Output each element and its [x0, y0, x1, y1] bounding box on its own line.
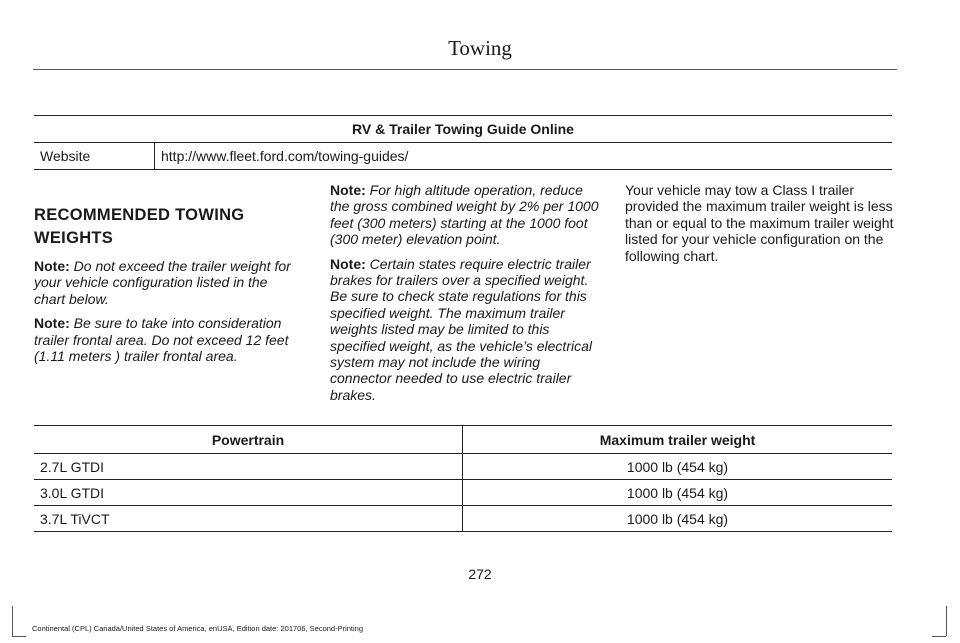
- powertrain-cell: 3.7L TiVCT: [34, 506, 463, 532]
- note-text: Certain states require electric trailer brakes for trailers over a specified weight. Be sure to check state regulations for this specified weight. The maximum trailer weights listed may be limited to this specified weight, as the vehicle’s electrical system may not include the wiring connector needed to use electric trailer brakes.: [330, 255, 592, 403]
- powertrain-cell: 3.0L GTDI: [34, 480, 463, 506]
- note-paragraph: [330, 256, 602, 404]
- towing-guide-table: [34, 115, 892, 170]
- max-weight-header: Maximum trailer weight: [463, 426, 893, 454]
- weight-cell: 1000 lb (454 kg): [463, 454, 893, 480]
- table-row: [34, 506, 892, 532]
- table-row: [34, 143, 892, 170]
- notes-middle-column: [330, 182, 602, 411]
- note-paragraph: [34, 315, 302, 364]
- crop-mark: [932, 636, 946, 637]
- header-divider: [33, 69, 897, 70]
- crop-mark: [12, 606, 13, 636]
- page-header-title: Towing: [448, 36, 512, 60]
- note-label: Note:: [330, 255, 366, 272]
- page-number: 272: [468, 566, 492, 582]
- note-text: For high altitude operation, reduce the gross combined weight by 2% per 1000 feet (300 meters) starting at the 1000 foot (300 meter) elevation point.: [330, 182, 599, 248]
- body-right-column: [625, 182, 895, 272]
- website-label: Website: [34, 143, 155, 170]
- table-row: [34, 454, 892, 480]
- body-paragraph: Your vehicle may tow a Class I trailer provided the maximum trailer weight is less than or equal to the maximum trailer weight listed for your vehicle configuration on the following chart.: [625, 182, 894, 264]
- note-label: Note:: [330, 182, 366, 198]
- note-label: Note:: [34, 315, 70, 332]
- weight-cell: 1000 lb (454 kg): [463, 506, 893, 532]
- note-paragraph: [34, 258, 302, 307]
- crop-mark: [946, 606, 947, 636]
- edition-footer: Continental (CPL) Canada/United States of America, enUSA, Edition date: 201706, Second-Printing: [32, 624, 364, 633]
- trailer-weight-table: [34, 425, 892, 532]
- weight-cell: 1000 lb (454 kg): [463, 480, 893, 506]
- table-row: [34, 480, 892, 506]
- powertrain-header: Powertrain: [34, 426, 463, 454]
- towing-guide-caption: RV & Trailer Towing Guide Online: [34, 116, 892, 143]
- note-label: Note:: [34, 258, 70, 274]
- section-heading: RECOMMENDED TOWING WEIGHTS: [34, 206, 245, 247]
- powertrain-cell: 2.7L GTDI: [34, 454, 463, 480]
- crop-mark: [12, 636, 26, 637]
- note-text: Do not exceed the trailer weight for your vehicle configuration listed in the chart below.: [34, 258, 291, 307]
- note-paragraph: [330, 182, 602, 248]
- website-url-link[interactable]: http://www.fleet.ford.com/towing-guides/: [155, 143, 893, 170]
- note-text: Be sure to take into consideration trailer frontal area. Do not exceed 12 feet (1.11 meters ) trailer frontal area.: [34, 315, 289, 365]
- notes-left-column: [34, 258, 302, 372]
